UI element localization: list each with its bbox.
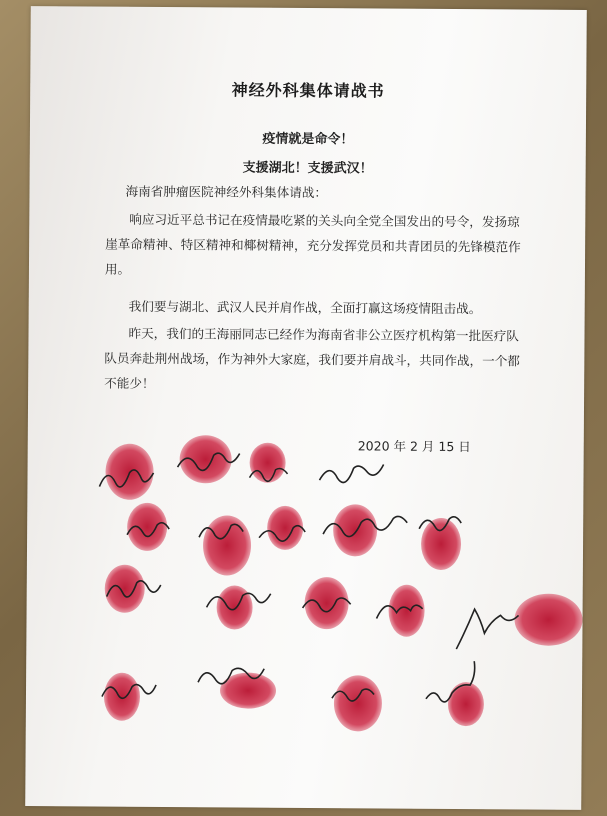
fingerprint-mark (249, 443, 285, 483)
paragraph-3: 昨天，我们的王海丽同志已经作为海南省非公立医疗机构第一批医疗队队员奔赴荆州战场，作为神外大家庭，我们要并肩战斗，共同作战，一个都不能少！ (104, 325, 520, 391)
fingerprint-mark (179, 435, 231, 483)
document-title: 神经外科集体请战书 (231, 80, 385, 101)
fingerprint-mark (334, 675, 382, 731)
fingerprint-mark (388, 585, 424, 637)
salutation: 海南省肿瘤医院神经外科集体请战： (125, 183, 328, 201)
paragraph-2: 我们要与湖北、武汉人民并肩作战，全面打赢这场疫情阻击战。 (128, 298, 482, 317)
signatures-and-fingerprints (25, 6, 587, 810)
slogan-line-1: 疫情就是命令！ (262, 131, 354, 148)
fingerprint-mark (216, 585, 252, 629)
fingerprint-mark (304, 577, 348, 629)
fingerprint-mark (267, 506, 303, 550)
fingerprint-mark (203, 515, 251, 575)
handwritten-signature (456, 609, 518, 649)
petition-paper (25, 6, 587, 810)
fingerprint-mark (421, 518, 461, 570)
slogan-line-2: 支援湖北！支援武汉！ (242, 160, 373, 177)
fingerprint-mark (448, 682, 484, 726)
handwritten-signature (319, 464, 383, 483)
fingerprint-mark (333, 504, 377, 556)
fingerprint-mark (104, 673, 140, 721)
paragraph-1: 响应习近平总书记在疫情最吃紧的关头向全党全国发出的号令，发扬琼崖革命精神、特区精神和椰树精神，充分发挥党员和共青团员的先锋模范作用。 (104, 211, 521, 277)
document-date: 2020 年 2 月 15 日 (357, 438, 471, 455)
fingerprint-mark (514, 593, 582, 645)
